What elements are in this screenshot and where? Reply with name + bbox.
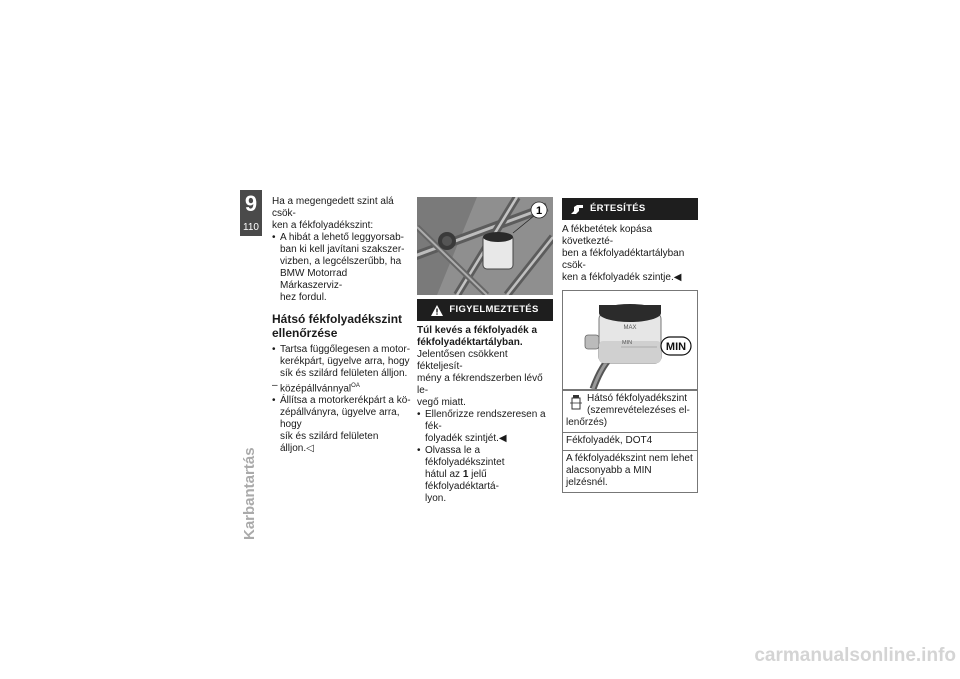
list-item: • Ellenőrizze rendszeresen a fék- folyadék szintjét.◀: [417, 409, 553, 445]
notice-body: A fékbetétek kopása következté- ben a fékfolyadéktartályban csök- ken a fékfolyadék szintje.◀: [562, 224, 685, 283]
spec-row: A fékfolyadékszint nem lehet alacsonyabb a MIN jelzésnél.: [563, 450, 697, 492]
column-middle: [417, 197, 553, 505]
reservoir-illustration: [563, 291, 697, 389]
warning-label: FIGYELMEZTETÉS: [449, 304, 539, 315]
option-superscript: OA: [351, 383, 360, 389]
condition-line: – középállvánnyal$^{OA}$: [272, 380, 412, 395]
callout-number: 1: [535, 205, 543, 217]
chapter-sidebar: [240, 190, 262, 540]
list-item: • Állítsa a motorkerékpárt a kö- zépállványra, ügyelve arra, hogy sík és szilárd felületen álljon.◁: [272, 395, 412, 455]
page-number: 110: [243, 222, 259, 233]
warning-body: Jelentősen csökkent fékteljesít- mény a fékrendszerben lévő le- vegő miatt.: [417, 349, 543, 408]
wrench-hand-icon: [570, 204, 584, 215]
chapter-tab: [240, 190, 262, 236]
section-heading: Hátsó fékfolyadékszint ellenőrzése: [272, 312, 403, 340]
warning-triangle-icon: [431, 305, 443, 316]
intro-line: Ha a megengedett szint alá csök-: [272, 196, 394, 219]
motorcycle-frame-illustration: [417, 197, 553, 295]
list-item: • Tartsa függőlegesen a motor- kerékpárt, ügyelve arra, hogy sík és szilárd felületen álljon.: [272, 344, 412, 380]
spec-row: Hátsó fékfolyadékszint (szemrevételezéses el- lenőrzés): [563, 390, 697, 432]
spec-row: Fékfolyadék, DOT4: [563, 432, 697, 450]
bullet-list: [417, 409, 553, 505]
spec-table: [562, 390, 698, 493]
min-mark: MIN: [621, 340, 633, 346]
intro-line: ken a fékfolyadékszint:: [272, 220, 374, 231]
notice-label: ÉRTESÍTÉS: [590, 203, 646, 214]
chapter-number: 9: [244, 191, 258, 216]
brake-reservoir-photo: [417, 197, 553, 295]
fluid-level-icon: [570, 394, 582, 410]
list-item: • Olvassa le a fékfolyadékszintet hátul az 1 jelű fékfolyadéktartá- lyon.: [417, 445, 553, 505]
chapter-title: Karbantartás: [241, 447, 258, 540]
max-mark: MAX: [623, 325, 637, 331]
bullet-list: [272, 232, 412, 304]
notice-banner: [562, 198, 698, 220]
warning-title: Túl kevés a fékfolyadék a fékfolyadéktartályban.: [417, 325, 538, 348]
watermark: carmanualsonline.info: [754, 645, 956, 666]
bullet-list: [272, 344, 412, 380]
reservoir-diagram: [562, 290, 698, 390]
column-right: [562, 198, 698, 493]
min-badge: MIN: [665, 341, 687, 353]
list-item: • A hibát a lehető leggyorsab- ban ki kell javítani szakszer- vizben, a legcélszerűbb, ha BMW Motorrad Márkaszerviz- hez fordul.: [272, 232, 412, 304]
callout-reference: 1: [462, 469, 469, 480]
column-left: [272, 196, 412, 455]
bullet-list: [272, 395, 412, 455]
warning-banner: [417, 299, 553, 321]
